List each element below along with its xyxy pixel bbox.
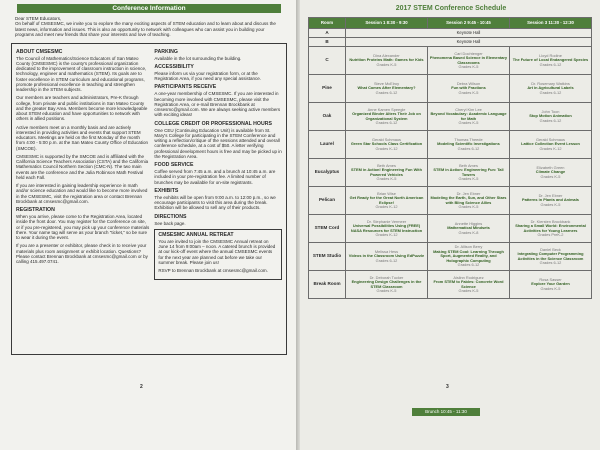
intro-paragraph: Dear STEM Educators, On behalf of CMSESMC, we invite you to explore the many exciting aspects of STEM education and to learn about and discuss the latest news, information and issues. This is also an opportunity to network with colleagues who can assist you in building your programs and meet new friends that share your interests and love of teaching. (15, 16, 276, 38)
session-speaker: Lloyd Rodine (539, 52, 562, 58)
schedule-row (309, 103, 592, 131)
room-name: C (309, 47, 346, 75)
section-body: Please inform us via your registration form, or at the Registration Area, if you need any special assistance. (154, 70, 261, 82)
right-page (300, 0, 600, 450)
schedule-row (309, 75, 592, 103)
session-grade: Grades K-5 (458, 63, 479, 69)
session-title: Green Star Schools Class Certification (350, 141, 423, 147)
session-speaker: Dr. Rosemary Watkins (531, 80, 570, 86)
room-name: A (309, 29, 346, 38)
session-title: Integrating Computer Programming Activities in the Science Classroom (517, 251, 584, 261)
session-cell (510, 187, 592, 215)
session-cell (428, 243, 510, 271)
schedule-row (309, 131, 592, 159)
session-title: Engineering Design Challenges in the STEM Classroom (351, 279, 422, 289)
room-name: Pine (309, 75, 346, 103)
session-speaker: John Toon (541, 108, 560, 114)
schedule-body (309, 29, 592, 299)
info-column-right-sections (154, 49, 282, 226)
session-title: Explore Your Garden (531, 281, 570, 287)
header-session-2: Session 2 9:45 - 10:45 (428, 18, 510, 29)
header-session-3: Session 3 11:30 - 12:30 (510, 18, 592, 29)
session-cell (346, 103, 428, 131)
session-title: What Comes After Elementary? (357, 85, 416, 91)
schedule-table (308, 17, 592, 299)
session-grade: Grades K-12 (539, 145, 562, 151)
schedule-title: 2017 STEM Conference Schedule (395, 5, 507, 12)
session-speaker: Dr. Stephanie Vermeer (366, 218, 407, 224)
session-grade: Grades K-5 (376, 61, 397, 67)
session-cell (428, 103, 510, 131)
session-title: Art in Agricultural Labels (527, 85, 574, 91)
session-speaker: Dr. Allison Berry (454, 244, 483, 250)
section-body: Available in the lot surrounding the building. (154, 55, 242, 61)
room-name: Oak (309, 103, 346, 131)
session-speaker: Thomas Theede (454, 136, 483, 142)
session-title: Beyond Vocabulary: Academic Language for Math (430, 111, 507, 121)
session-grade: Grades 6-12 (375, 257, 398, 263)
annual-retreat-box (154, 229, 282, 281)
session-cell (510, 159, 592, 187)
schedule-row (309, 215, 592, 243)
session-title: Patterns in Plants and Animals (522, 197, 579, 203)
session-speaker: Rosa Sasser (539, 276, 562, 282)
session-grade: Grades 6-12 (539, 259, 562, 265)
schedule-header-row (309, 18, 592, 29)
brunch-bar: Brunch 10:45 - 11:30 (412, 408, 480, 416)
schedule-row (309, 187, 592, 215)
room-name: Pelican (309, 187, 346, 215)
session-cell (510, 243, 592, 271)
session-cell (346, 271, 428, 299)
left-page (0, 0, 296, 450)
schedule-row (309, 47, 592, 75)
session-title: Phenomena Based Science in Elementary Classrooms (429, 55, 508, 65)
section-body: When you arrive, please come to the Registration Area, located inside the front door. You may register for the Conference on site, or if you pre-registered, you may pick up your conference materials there. Your name tag will serve as your branch "ticket," so be sure to wear it during the event. (16, 214, 150, 241)
session-title: Making STEM Cool: Learning Through Sport, Augmented Reality, and Holographic Computing (433, 248, 504, 263)
section-body: One CEU (Continuing Education Unit) is available from St. Mary's College for participating in the STEM Conference and writing a reflection/critique of the sessions attended and overall conference schedule, at a cost of $50. A letter verifying professional development hours is free and may be picked up in the Registration Area. (154, 127, 282, 159)
session-speaker: Debra Wilson (456, 80, 481, 86)
session-grade: Grades K-5 (458, 203, 479, 209)
session-title: Get Ready for the Great North American Eclipse! (349, 195, 424, 205)
session-speaker: Aislinn Rodriguez (453, 274, 484, 280)
session-grade: Grades 6-12 (539, 89, 562, 95)
section-title: COLLEGE CREDIT OR PROFESSIONAL HOURS (154, 120, 272, 127)
session-grade: Grades 6-12 (457, 145, 480, 151)
section-body: A one-year membership of CMSESMC. If you are interested in becoming more involved with CMSESMC, please visit the Registration Area, or e-mail Brennan Brockbank at cmsesmc@gmail.com. We are always seeking active members with exciting ideas! (154, 91, 281, 118)
retreat-rsvp: RSVP to Brennan Brockbank at cmsesmc@gmail.com. (158, 268, 268, 274)
session-speaker: Elizabeth Green (536, 164, 565, 170)
session-speaker: Brian Wise (377, 190, 396, 196)
session-cell (510, 215, 592, 243)
session-cell (510, 47, 592, 75)
section-body: Active members meet on a monthly basis and are actively interested in providing activities and events that support STEM educators. Meetings are held on the first Monday of the month from 4:00 - 5:00 p.m. at the San Mateo County Office of Education (SMCOE). (16, 124, 148, 151)
room-name: STEM Cord (309, 215, 346, 243)
conference-info-banner: Conference Information (17, 4, 281, 13)
session-cell (510, 75, 592, 103)
session-grade: Grades PreK-2 (537, 231, 564, 237)
session-title: Climate Change (535, 169, 566, 175)
session-title: Mathematical Mindsets (447, 225, 490, 231)
session-speaker: Dr. Jen Ebner (456, 190, 481, 196)
section-title: PARTICIPANTS RECEIVE (154, 84, 217, 91)
section-title: PARKING (154, 48, 178, 55)
session-grade: Grades K-12 (375, 231, 398, 237)
session-title: STEM in Action! Engineering Fun With Powered Vehicles (351, 167, 422, 177)
info-column-left (16, 47, 154, 351)
session-cell (428, 75, 510, 103)
session-speaker: Carl Dochtenger (454, 50, 483, 56)
session-title: Lattice Collection Event Lesson (521, 141, 580, 147)
keynote-cell: Keynote Hall (346, 29, 592, 38)
session-grade: Grades K-5 (458, 287, 479, 293)
session-speaker: Anne Kamen Speegle (367, 106, 406, 112)
session-cell (428, 159, 510, 187)
session-grade: Grades K-5 (376, 287, 397, 293)
session-cell (510, 271, 592, 299)
session-grade: Grades K-5 (540, 201, 561, 207)
session-title: Modeling Scientific Investigations (437, 141, 500, 147)
session-cell (428, 187, 510, 215)
session-title: Organized Binder Alters Their Job on Organizational System (352, 111, 421, 121)
session-title: Videos in the Classroom Using EdPuzzle (348, 253, 425, 259)
session-speaker: Beth Ames (377, 162, 396, 168)
info-box (11, 43, 287, 355)
session-speaker: Gerald Schmaus (372, 136, 401, 142)
schedule-row (309, 29, 592, 38)
section-body: See back page. (154, 220, 186, 226)
page-number: 2 (140, 384, 143, 390)
session-cell (510, 103, 592, 131)
session-grade: Grades K-5 (458, 119, 479, 125)
room-name: Break Room (309, 271, 346, 299)
session-title: From STEM to Fables: Concrete Word Science (433, 279, 504, 289)
header-room: Room (309, 18, 346, 29)
session-grade: Grades K-5 (376, 175, 397, 181)
session-grade: Grades 6-12 (457, 262, 480, 268)
session-title: STEM in Action: Engineering Fun: Tall Towers (433, 167, 504, 177)
session-grade: Grades K-5 (540, 173, 561, 179)
session-speaker: Dina Alexander (373, 52, 400, 58)
session-title: Stop Motion Animation (529, 113, 572, 119)
session-speaker: Melissa Hess (374, 248, 399, 254)
session-speaker: Cheryl Kim Lee (455, 106, 482, 112)
session-title: Fun with Fractions (451, 85, 486, 91)
header-session-1: Session 1 8:30 - 9:30 (346, 18, 428, 29)
session-grade: Grades K-12 (375, 145, 398, 151)
session-title: Sharing a Small World: Environmental Activities for Young Learners (515, 223, 586, 233)
section-body: Our members are teachers and administrators, Pre-K through college, from private and public institutions in San Mateo County and the greater Bay Area. Members become more knowledgeable about STEM education and have opportunities to network with others in allied positions. (16, 95, 148, 122)
session-cell (346, 131, 428, 159)
session-speaker: Annette Higgins (454, 220, 483, 226)
session-grade: Grades 6-12 (539, 117, 562, 123)
section-title: ABOUT CMSESMC (16, 48, 63, 55)
session-speaker: Gerald Schmaus (536, 136, 565, 142)
session-cell (428, 271, 510, 299)
session-grade: Grades 6-12 (539, 61, 562, 67)
section-title: DIRECTIONS (154, 213, 187, 220)
session-grade: Grades 6-12 (375, 119, 398, 125)
section-body: The exhibits will be open from 9:00 a.m. to 12:00 p.m., so we encourage participants to visit this area during the break. Exhibition will be allowed to sell any of their products. (154, 194, 276, 211)
session-title: Nutrition Proteins Math: Games for Kids (349, 57, 424, 63)
session-cell (428, 131, 510, 159)
session-cell (428, 47, 510, 75)
session-cell (346, 47, 428, 75)
schedule-row (309, 271, 592, 299)
session-speaker: Daniel Beck (540, 246, 561, 252)
session-grade: Grades K-8 (458, 229, 479, 235)
session-cell (346, 243, 428, 271)
keynote-cell: Keynote Hall (346, 38, 592, 47)
schedule-row (309, 38, 592, 47)
section-title: EXHIBITS (154, 187, 179, 194)
session-speaker: Dr. Jen Ebner (538, 192, 563, 198)
session-cell (510, 131, 592, 159)
session-cell (346, 159, 428, 187)
session-speaker: Steve McElroy (373, 80, 400, 86)
room-name: Eucalyptus (309, 159, 346, 187)
session-title: Modeling the Earth, Sun, and Other Stars with Bling Science Allies (430, 195, 507, 205)
section-body: The Council of Mathematics/Science Educators of San Mateo County (CMSESMC) is the county's professional organization dedicated to the improvement of classroom instruction in science, technology, engineer and mathematics (STEM). Its goals are to foster excellence in STEM curriculum and educational programs, promote professional excellence in teaching and strengthen leadership in the STEM subjects. (16, 55, 147, 93)
room-name: B (309, 38, 346, 47)
session-grade: Grades K-12 (375, 203, 398, 209)
room-name: STEM Studio (309, 243, 346, 271)
room-name: Laurel (309, 131, 346, 159)
section-body: If you are a presenter or exhibitor, please check in to receive your materials plus room assignment or exhibit location. Questions? Please contact Brennan Brockbank at cmsesmc@gmail.com or by calling 415.497.0741. (16, 243, 148, 265)
session-cell (346, 215, 428, 243)
session-grade: Grades 6-12 (375, 89, 398, 95)
session-title: The Future of Local Endangered Species (512, 57, 589, 63)
session-cell (428, 215, 510, 243)
section-title: REGISTRATION (16, 207, 55, 214)
session-grade: Grades K-5 (458, 89, 479, 95)
schedule-row (309, 159, 592, 187)
session-cell (346, 187, 428, 215)
session-speaker: Beth Ames (459, 162, 478, 168)
section-title: ACCESSIBILITY (154, 63, 194, 70)
retreat-body: You are invited to join the CMSESMC Annual retreat on June 14 from 9:00am – noon. A catered brunch is provided at our kick-off event where the annual CMSESMC events for the next year are planned out before we take our summer break. Please join us! (158, 238, 276, 265)
session-grade: Grades K-5 (458, 175, 479, 181)
section-title: FOOD SERVICE (154, 162, 194, 169)
session-cell (346, 75, 428, 103)
schedule-row (309, 243, 592, 271)
retreat-title: CMSESMC ANNUAL RETREAT (158, 231, 234, 238)
session-grade: Grades K-5 (540, 285, 561, 291)
section-body: Coffee served from 7:45 a.m. and a brunch at 10:45 a.m. are included in your pre-registration fee. A limited number of brunches may be available for on-site registrants. (154, 169, 276, 185)
session-speaker: Dr. Kiersten Brockbank (530, 218, 571, 224)
session-speaker: Dr. Deborah Tucker (369, 274, 404, 280)
info-column-right (154, 47, 282, 351)
section-body: CMSESMC is supported by the SMCOE and is affiliated with the California Science Teachers Association (CSTA) and the California Mathematics Council Northern Section (CMC-N). The two main events are the conference and the Julia Robinson Math Festival held each Fall. (16, 153, 149, 180)
page-number: 3 (446, 384, 449, 390)
section-body: If you are interested in gaining leadership experience in math and/or science education and would like to become more involved in the CMSESMC, visit the registration area or contact Brennan Brockbank at cmsesmc@gmail.com. (16, 183, 148, 204)
session-title: Universal Possibilities Using (FREE) NASA Resources for STEM Instruction (350, 223, 423, 233)
